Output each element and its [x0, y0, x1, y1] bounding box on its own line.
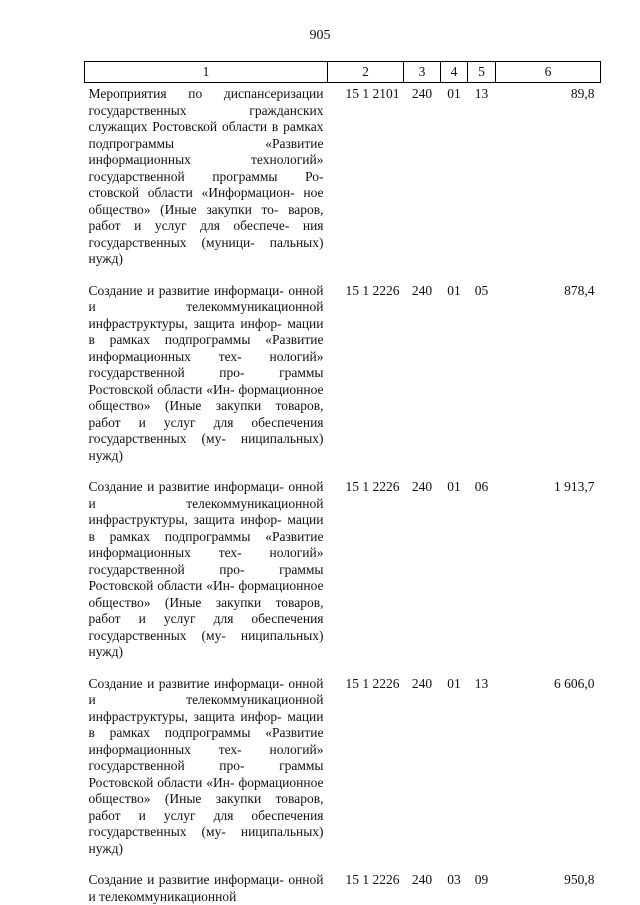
- description-line: закупки товаров, работ и услуг для: [88, 791, 324, 823]
- description-line: нологий» государственной про-: [88, 348, 324, 380]
- description-line: онной и телекоммуникационной: [88, 872, 324, 904]
- description-line: пальных) нужд): [88, 234, 324, 266]
- row-expense-type: 240: [411, 675, 433, 691]
- description-line: Создание и развитие информаци-: [88, 479, 284, 494]
- row-subsection: 05: [474, 282, 489, 298]
- description-line: «Развитие информационных тех-: [88, 725, 324, 757]
- description-line: информационных технологий»: [88, 152, 324, 167]
- description-line: варов, работ и услуг для обеспече-: [88, 201, 324, 233]
- description-line: формационное общество» (Иные: [88, 774, 324, 806]
- description-line: ниципальных) нужд): [88, 824, 324, 856]
- row-description: [85, 280, 328, 465]
- row-spacer-cell: [85, 857, 601, 869]
- description-line: рамках подпрограммы «Развитие: [88, 119, 324, 151]
- description-line: государственной программы Ро-: [88, 168, 324, 184]
- row-amount: 89,8: [570, 86, 595, 101]
- row-section: 01: [447, 479, 461, 494]
- description-line: закупки товаров, работ и услуг для: [88, 398, 324, 430]
- row-expense-type: 240: [411, 479, 433, 494]
- description-line: граммы Ростовской области «Ин-: [88, 758, 324, 790]
- description-line: Мероприятия по диспансеризации: [88, 86, 324, 101]
- row-section: 01: [447, 282, 461, 298]
- description-line: стовской области «Информацион-: [88, 185, 295, 200]
- row-section: 01: [447, 86, 461, 101]
- row-code: 15 1 2101: [345, 86, 400, 101]
- description-line: онной и телекоммуникационной: [88, 282, 324, 314]
- row-spacer: [85, 464, 601, 476]
- header-col-2: 2: [328, 62, 404, 83]
- row-subsection: 09: [474, 872, 489, 887]
- description-line: обеспечения государственных (му-: [88, 807, 324, 839]
- row-description: [85, 869, 328, 905]
- row-spacer-cell: [85, 268, 601, 280]
- row-code: 15 1 2226: [345, 872, 400, 887]
- description-line: мации в рамках подпрограммы: [88, 512, 324, 544]
- row-spacer: [85, 857, 601, 869]
- table-row: [85, 869, 601, 905]
- row-section: 03: [447, 872, 461, 887]
- header-col-6: 6: [496, 62, 601, 83]
- row-subsection: 13: [474, 86, 489, 101]
- row-expense-type: 240: [411, 282, 433, 298]
- row-description: [85, 476, 328, 661]
- description-line: нологий» государственной про-: [88, 741, 324, 773]
- header-col-1: 1: [85, 62, 328, 83]
- description-line: «Развитие информационных тех-: [88, 332, 324, 364]
- row-description: [85, 83, 328, 268]
- budget-table: [84, 61, 601, 905]
- description-line: Создание и развитие информаци-: [88, 282, 284, 298]
- row-amount: 1 913,7: [554, 479, 595, 494]
- description-line: Создание и развитие информаци-: [88, 675, 284, 691]
- description-line: закупки товаров, работ и услуг для: [88, 594, 324, 626]
- description-line: «Развитие информационных тех-: [88, 528, 324, 560]
- row-amount: 6 606,0: [554, 675, 595, 691]
- table-header-row: [85, 62, 601, 83]
- description-line: граммы Ростовской области «Ин-: [88, 365, 324, 397]
- row-description: [85, 673, 328, 858]
- description-line: ниципальных) нужд): [88, 627, 324, 659]
- header-col-4: 4: [441, 62, 468, 83]
- row-code: 15 1 2226: [345, 675, 400, 691]
- row-subsection: 13: [474, 675, 489, 691]
- description-line: ное общество» (Иные закупки то-: [88, 185, 324, 217]
- description-line: служащих Ростовской области в: [88, 119, 279, 134]
- table-row: [85, 673, 601, 858]
- description-line: обеспечения государственных (му-: [88, 611, 324, 643]
- description-line: ниципальных) нужд): [88, 431, 324, 463]
- description-line: нологий» государственной про-: [88, 545, 324, 577]
- page-number: 905: [309, 28, 331, 43]
- row-expense-type: 240: [411, 86, 433, 101]
- description-line: граммы Ростовской области «Ин-: [88, 561, 324, 593]
- description-line: формационное общество» (Иные: [88, 381, 324, 413]
- header-col-3: 3: [404, 62, 441, 83]
- description-line: онной и телекоммуникационной: [88, 479, 324, 511]
- description-line: мации в рамках подпрограммы: [88, 315, 324, 347]
- row-section: 01: [447, 675, 461, 691]
- row-code: 15 1 2226: [345, 282, 400, 298]
- row-spacer: [85, 268, 601, 280]
- row-code: 15 1 2226: [345, 479, 400, 494]
- row-spacer-cell: [85, 661, 601, 673]
- description-line: формационное общество» (Иные: [88, 578, 324, 610]
- row-spacer: [85, 661, 601, 673]
- table-row: [85, 83, 601, 268]
- table-row: [85, 280, 601, 465]
- description-line: инфраструктуры, защита инфор-: [88, 708, 282, 724]
- description-line: инфраструктуры, защита инфор-: [88, 315, 282, 331]
- description-line: инфраструктуры, защита инфор-: [88, 512, 282, 527]
- description-line: мации в рамках подпрограммы: [88, 708, 324, 740]
- description-line: Создание и развитие информаци-: [88, 872, 284, 887]
- row-amount: 950,8: [564, 872, 595, 887]
- table-row: [85, 476, 601, 661]
- description-line: государственных гражданских: [88, 102, 324, 118]
- row-spacer-cell: [85, 464, 601, 476]
- row-subsection: 06: [474, 479, 489, 494]
- description-line: ния государственных (муници-: [88, 218, 324, 250]
- row-expense-type: 240: [411, 872, 433, 887]
- description-line: обеспечения государственных (му-: [88, 414, 324, 446]
- header-col-5: 5: [468, 62, 496, 83]
- row-amount: 878,4: [564, 282, 595, 298]
- description-line: онной и телекоммуникационной: [88, 675, 324, 707]
